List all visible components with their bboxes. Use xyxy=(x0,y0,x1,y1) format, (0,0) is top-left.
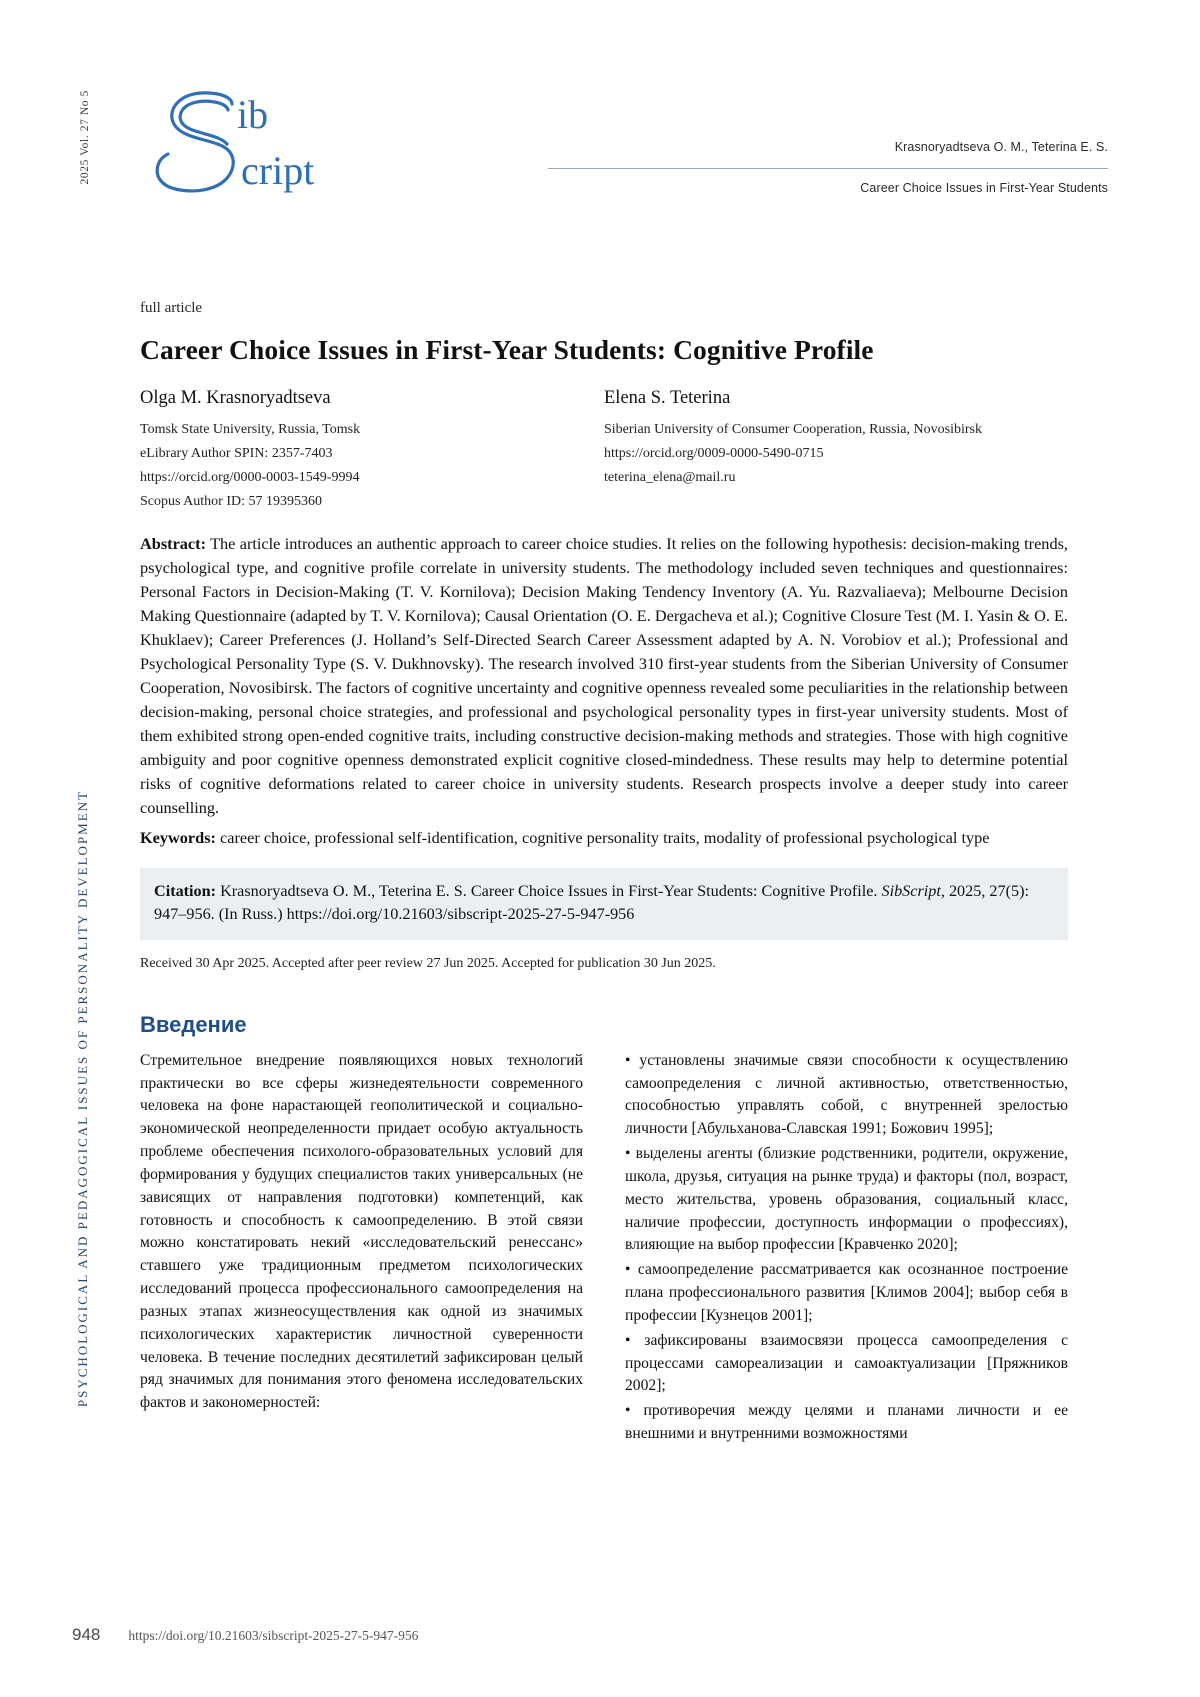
article-type-label: full article xyxy=(140,300,203,316)
keywords-text: career choice, professional self-identification, cognitive personality traits, modality of professional psychological type xyxy=(215,827,990,847)
author-affiliation: Siberian University of Consumer Cooperation, Russia, Novosibirsk xyxy=(604,422,982,437)
author-orcid[interactable]: https://orcid.org/0000-0003-1549-9994 xyxy=(140,470,360,486)
citation-text-after: , 2025, 27(5): 947–956. (In Russ.) https://doi.org/10.21603/sibscript-2025-27-5-947-956 xyxy=(154,881,1029,924)
author-name: Olga M. Krasnoryadtseva xyxy=(140,388,331,408)
author-block-group xyxy=(140,388,1068,514)
issue-rail-label: 2025 Vol. 27 No 5 xyxy=(79,90,91,185)
citation-journal: SibScript xyxy=(881,881,941,900)
list-item: • выделены агенты (близкие родственники, родители, окружение, школа, друзья, ситуация на рынке труда) и факторы (пол, возраст, место жительства, уровень образования, социальный класс, наличие профессии, доступность информации о профессиях), влияющие на выбор профессии [Кравченко 2020]; xyxy=(625,1145,1068,1254)
issue-rail xyxy=(72,90,98,260)
page-footer xyxy=(72,1625,1072,1645)
series-rail-label: PSYCHOLOGICAL AND PEDAGOGICAL ISSUES OF PERSONALITY DEVELOPMENT xyxy=(75,790,90,1408)
running-head-authors: Krasnoryadtseva O. M., Teterina E. S. xyxy=(894,140,1108,154)
keywords-label: Keywords: xyxy=(140,827,216,847)
author-name: Elena S. Teterina xyxy=(604,388,731,408)
page-number: 948 xyxy=(72,1625,101,1644)
abstract-label: Abstract: xyxy=(140,534,207,554)
svg-text:cript: cript xyxy=(241,148,315,193)
citation-text-before: Krasnoryadtseva O. M., Teterina E. S. Career Choice Issues in First-Year Students: Cognitive Profile. xyxy=(216,881,882,900)
series-rail xyxy=(68,790,98,1450)
keywords xyxy=(140,826,1068,850)
author-spin: eLibrary Author SPIN: 2357-7403 xyxy=(140,446,333,462)
author-orcid[interactable]: https://orcid.org/0009-0000-5490-0715 xyxy=(604,446,824,462)
list-item: • установлены значимые связи способности к осуществлению самоопределения с личной активностью, ответственностью, способностью управлять собой, с внутренней зрелостью личности [Абульханова-Славская 1991; Божович 1995]; xyxy=(625,1051,1068,1138)
author-block-1 xyxy=(140,388,604,514)
author-email[interactable]: teterina_elena@mail.ru xyxy=(604,470,736,486)
running-head xyxy=(548,140,1108,195)
doi-link[interactable]: https://doi.org/10.21603/sibscript-2025-27-5-947-956 xyxy=(128,1628,419,1643)
list-item: • противоречия между целями и планами личности и ее внешними и внутренними возможностями xyxy=(625,1402,1068,1443)
list-item: • зафиксированы взаимосвязи процесса самоопределения с процессами самореализации и самоактуализации [Пряжников 2002]; xyxy=(625,1331,1068,1395)
header-divider xyxy=(548,168,1108,169)
list-item: • самоопределение рассматривается как осознанное построение плана профессионального развития [Климов 2004]; выбор себя в профессии [Кузнецов 2001]; xyxy=(625,1261,1068,1324)
svg-text:ib: ib xyxy=(237,92,269,137)
abstract-text: The article introduces an authentic approach to career choice studies. It relies on the following hypothesis: decision-making trends, psychological type, and cognitive profile correlate in university students. The methodology included seven techniques and questionnaires: Personal Factors in Decision-Making (T. V. Kornilova); Decision Making Tendency Inventory (A. Yu. Razvaliaeva); Melbourne Decision Making Questionnaire (adapted by T. V. Kornilova); Causal Orientation (O. E. Dergacheva et al.); Cognitive Closure Test (M. I. Yasin & O. E. Khuklaev); Career Preferences (J. Holland’s Self-Directed Search Career Assessment adapted by A. N. Vorobiov et al.); Professional and Psychological Personality Type (S. V. Dukhnovsky). The research involved 310 first-year students from the Siberian University of Consumer Cooperation, Novosibirsk. The factors of cognitive uncertainty and cognitive openness revealed some peculiarities in the relationship between decision-making, personal choice strategies, and professional and psychological personality types in first-year university students. Most of them exhibited strong open-ended cognitive traits, including constructive decision-making methods and strategies. Those with high cognitive ambiguity and poor cognitive openness demonstrated explicit cognitive closed-mindedness. These results may help to determine potential risks of cognitive deformations related to career choice in university students. Research prospects involve a deeper study into career counselling. xyxy=(140,534,1068,817)
article-content xyxy=(140,300,1068,1448)
abstract xyxy=(140,532,1068,819)
citation-box xyxy=(140,868,1068,940)
page-title: Career Choice Issues in First-Year Students: Cognitive Profile xyxy=(140,334,874,365)
body-column-right xyxy=(625,1050,1068,1448)
author-scopus-id: Scopus Author ID: 57 19395360 xyxy=(140,494,322,510)
body-paragraph: Стремительное внедрение появляющихся новых технологий практически во все сферы жизнедеятельности современного человека на фоне нарастающей геополитической и социально-экономической неопределенности придает особую актуальность проблеме обеспечения психолого-образовательных условий для формирования у будущих специалистов таких универсальных (не зависящих от направления подготовки) компетенций, как готовность и способность к самоопределению. В этой связи можно констатировать некий «исследовательский ренессанс» ставшего уже традиционным предметом психологических исследований процесса профессионального самоопределения на разных этапах жизнеосуществления как одной из значимых психологических характеристик личностной суверенности человека. В течение последних десятилетий зафиксирован целый ряд значимых для понимания этого феномена исследовательских фактов и закономерностей: xyxy=(140,1051,583,1412)
body-column-left xyxy=(140,1050,583,1448)
body-columns xyxy=(140,1050,1068,1448)
sibscript-logo xyxy=(140,88,355,218)
section-heading-introduction: Введение xyxy=(140,1011,247,1037)
submission-dates: Received 30 Apr 2025. Accepted after peer review 27 Jun 2025. Accepted for publication 30 Jun 2025. xyxy=(140,955,716,971)
author-block-2 xyxy=(604,388,1068,514)
author-affiliation: Tomsk State University, Russia, Tomsk xyxy=(140,422,361,437)
citation-label: Citation: xyxy=(154,881,217,900)
running-head-title: Career Choice Issues in First-Year Students xyxy=(860,181,1108,195)
